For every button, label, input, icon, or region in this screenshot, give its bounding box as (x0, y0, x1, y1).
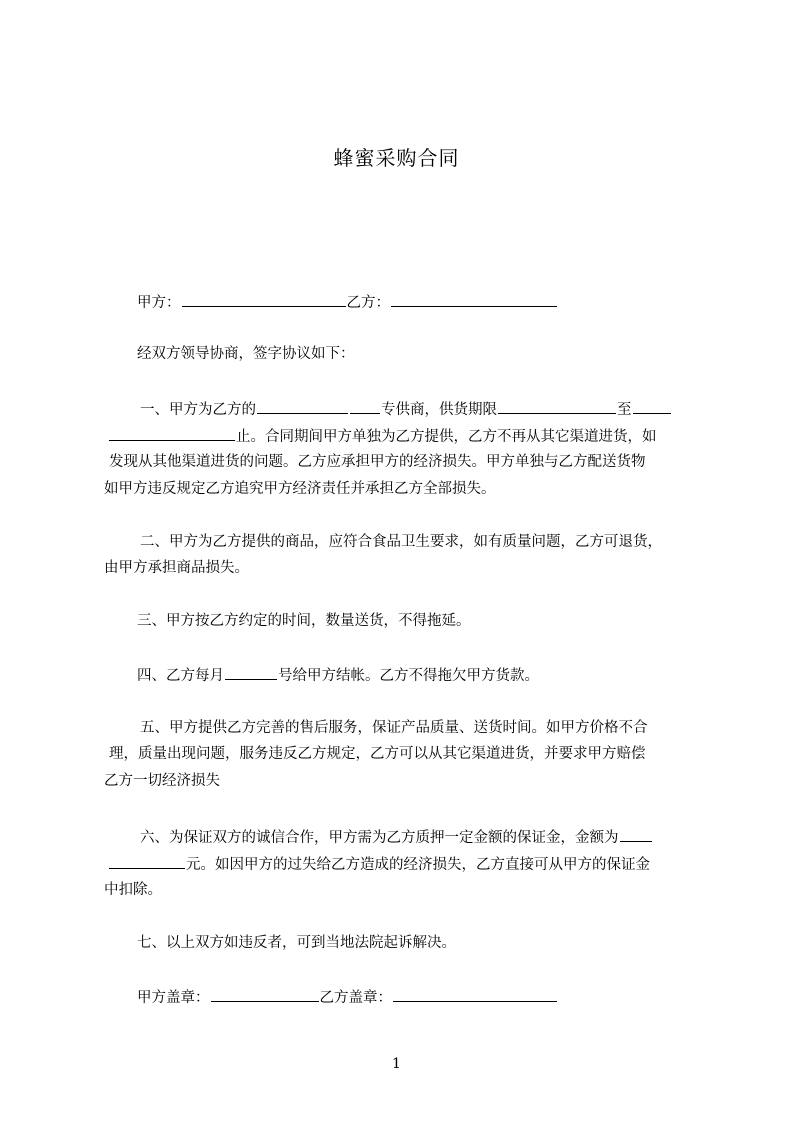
clause5-line1: 五、甲方提供乙方完善的售后服务，保证产品质量、送货时间。如甲方价格不合 (140, 720, 648, 736)
party-b-seal-label: 乙方盖章： (319, 990, 392, 1006)
clause1-blank-5 (109, 425, 235, 441)
clause6-line2 (108, 853, 650, 875)
document-title: 蜂蜜采购合同 (333, 146, 460, 170)
clause5-line3: 乙方一切经济损失 (104, 773, 220, 789)
clause1-line2 (108, 425, 657, 447)
clause1-text-d: 止。合同期间甲方单独为乙方提供，乙方不再从其它渠道进货，如 (236, 429, 657, 445)
clause4-line (137, 664, 539, 686)
seals-line (137, 986, 558, 1008)
clause1-line1 (140, 398, 672, 420)
clause4-text-a: 四、乙方每月 (137, 668, 224, 684)
clause4-blank (225, 664, 277, 680)
clause1-blank-3 (498, 398, 616, 414)
clause7-text: 七、以上双方如违反者，可到当地法院起诉解决。 (137, 935, 456, 951)
clause6-blank-1 (620, 826, 652, 842)
intro-text: 经双方领导协商，签字协议如下： (137, 346, 355, 362)
clause1-line3: 发现从其他渠道进货的问题。乙方应承担甲方的经济损失。甲方单独与乙方配送货物 (109, 454, 646, 470)
clause2-line2: 由甲方承担商品损失。 (104, 560, 249, 576)
party-b-seal-blank (393, 986, 557, 1002)
clause1-text-c: 至 (617, 402, 632, 418)
clause1-blank-2 (350, 398, 380, 414)
party-a-seal-blank (211, 986, 319, 1002)
page-number: 1 (392, 1056, 401, 1072)
clause2-line1: 二、甲方为乙方提供的商品，应符合食品卫生要求，如有质量问题，乙方可退货， (140, 534, 662, 550)
party-a-label: 甲方： (137, 295, 181, 311)
clause3-text: 三、甲方按乙方约定的时间，数量送货，不得拖延。 (137, 613, 471, 629)
clause6-blank-2 (109, 853, 185, 869)
party-a-seal-label: 甲方盖章： (137, 990, 210, 1006)
clause1-text-b: 专供商，供货期限 (381, 402, 497, 418)
clause6-line3: 中扣除。 (104, 882, 162, 898)
party-b-blank (391, 291, 557, 307)
clause1-text-a: 一、甲方为乙方的 (140, 402, 256, 418)
clause6-text-b: 元。如因甲方的过失给乙方造成的经济损失，乙方直接可从甲方的保证金 (186, 857, 650, 873)
party-b-label: 乙方： (346, 295, 390, 311)
clause6-line1 (140, 826, 653, 848)
clause1-blank-1 (257, 398, 348, 414)
clause6-text-a: 六、为保证双方的诚信合作，甲方需为乙方质押一定金额的保证金，金额为 (140, 830, 619, 846)
clause1-blank-4 (633, 398, 671, 414)
clause4-text-b: 号给甲方结帐。乙方不得拖欠甲方货款。 (278, 668, 539, 684)
parties-line (137, 291, 558, 313)
clause1-line4: 如甲方违反规定乙方追究甲方经济责任并承担乙方全部损失。 (104, 481, 496, 497)
clause5-line2: 理，质量出现问题，服务违反乙方规定，乙方可以从其它渠道进货，并要求甲方赔偿 (109, 746, 646, 762)
party-a-blank (182, 291, 346, 307)
